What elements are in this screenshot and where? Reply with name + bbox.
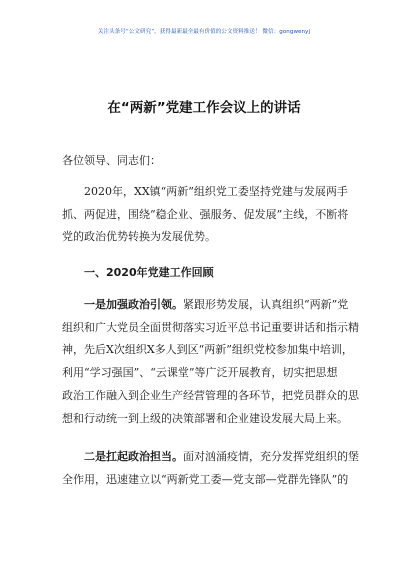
header-promo-note: 关注头条号“公文研究”，获得最新最全最有价值的公文资料推送！ 微信：gongwenyj bbox=[97, 29, 311, 35]
para-line: 想和行动统一到上级的决策部署和企业建设发展大局上来。 bbox=[62, 411, 348, 425]
paragraph-political-guidance bbox=[62, 294, 359, 430]
section-heading: 一、2020年党建工作回顾 bbox=[84, 266, 214, 279]
para-line: 组织和广大党员全面贯彻落实习近平总书记重要讲话和指示精 bbox=[62, 320, 359, 334]
para-first-line-text: 紧跟形势发展，认真组织“两新”党 bbox=[183, 298, 349, 311]
para-line: 全作用，迅速建立以“两新党工委—党支部—党群先锋队”的 bbox=[62, 472, 349, 486]
intro-line: 党的政治优势转换为发展优势。 bbox=[62, 230, 216, 244]
para-lead: 二是扛起政治担当。 bbox=[84, 450, 183, 463]
intro-line: 2020年，XX镇“两新”组织党工委坚持党建与发展两手 bbox=[84, 185, 348, 198]
salutation-text: 各位领导、同志们： bbox=[62, 154, 161, 167]
para-first-line bbox=[62, 294, 348, 317]
para-line: 利用“学习强国”、“云课堂”等广泛开展教育，切实把思想 bbox=[62, 366, 338, 380]
document-title: 在“两新”党建工作会议上的讲话 bbox=[107, 100, 301, 116]
para-first-line bbox=[62, 446, 359, 469]
intro-line: 抓、两促进，围绕“稳企业、强服务、促发展”主线，不断将 bbox=[62, 207, 349, 221]
salutation bbox=[62, 150, 348, 173]
para-line: 政治工作融入到企业生产经营管理的各环节，把党员群众的思 bbox=[62, 388, 359, 402]
paragraph-political-responsibility bbox=[62, 446, 359, 491]
para-first-line-text: 面对汹涌疫情，充分发挥党组织的堡 bbox=[183, 450, 359, 463]
para-line: 神，先后X次组织X多人到区“两新”组织党校参加集中培训， bbox=[62, 343, 353, 357]
para-lead: 一是加强政治引领。 bbox=[84, 298, 183, 311]
intro-paragraph bbox=[62, 181, 348, 249]
